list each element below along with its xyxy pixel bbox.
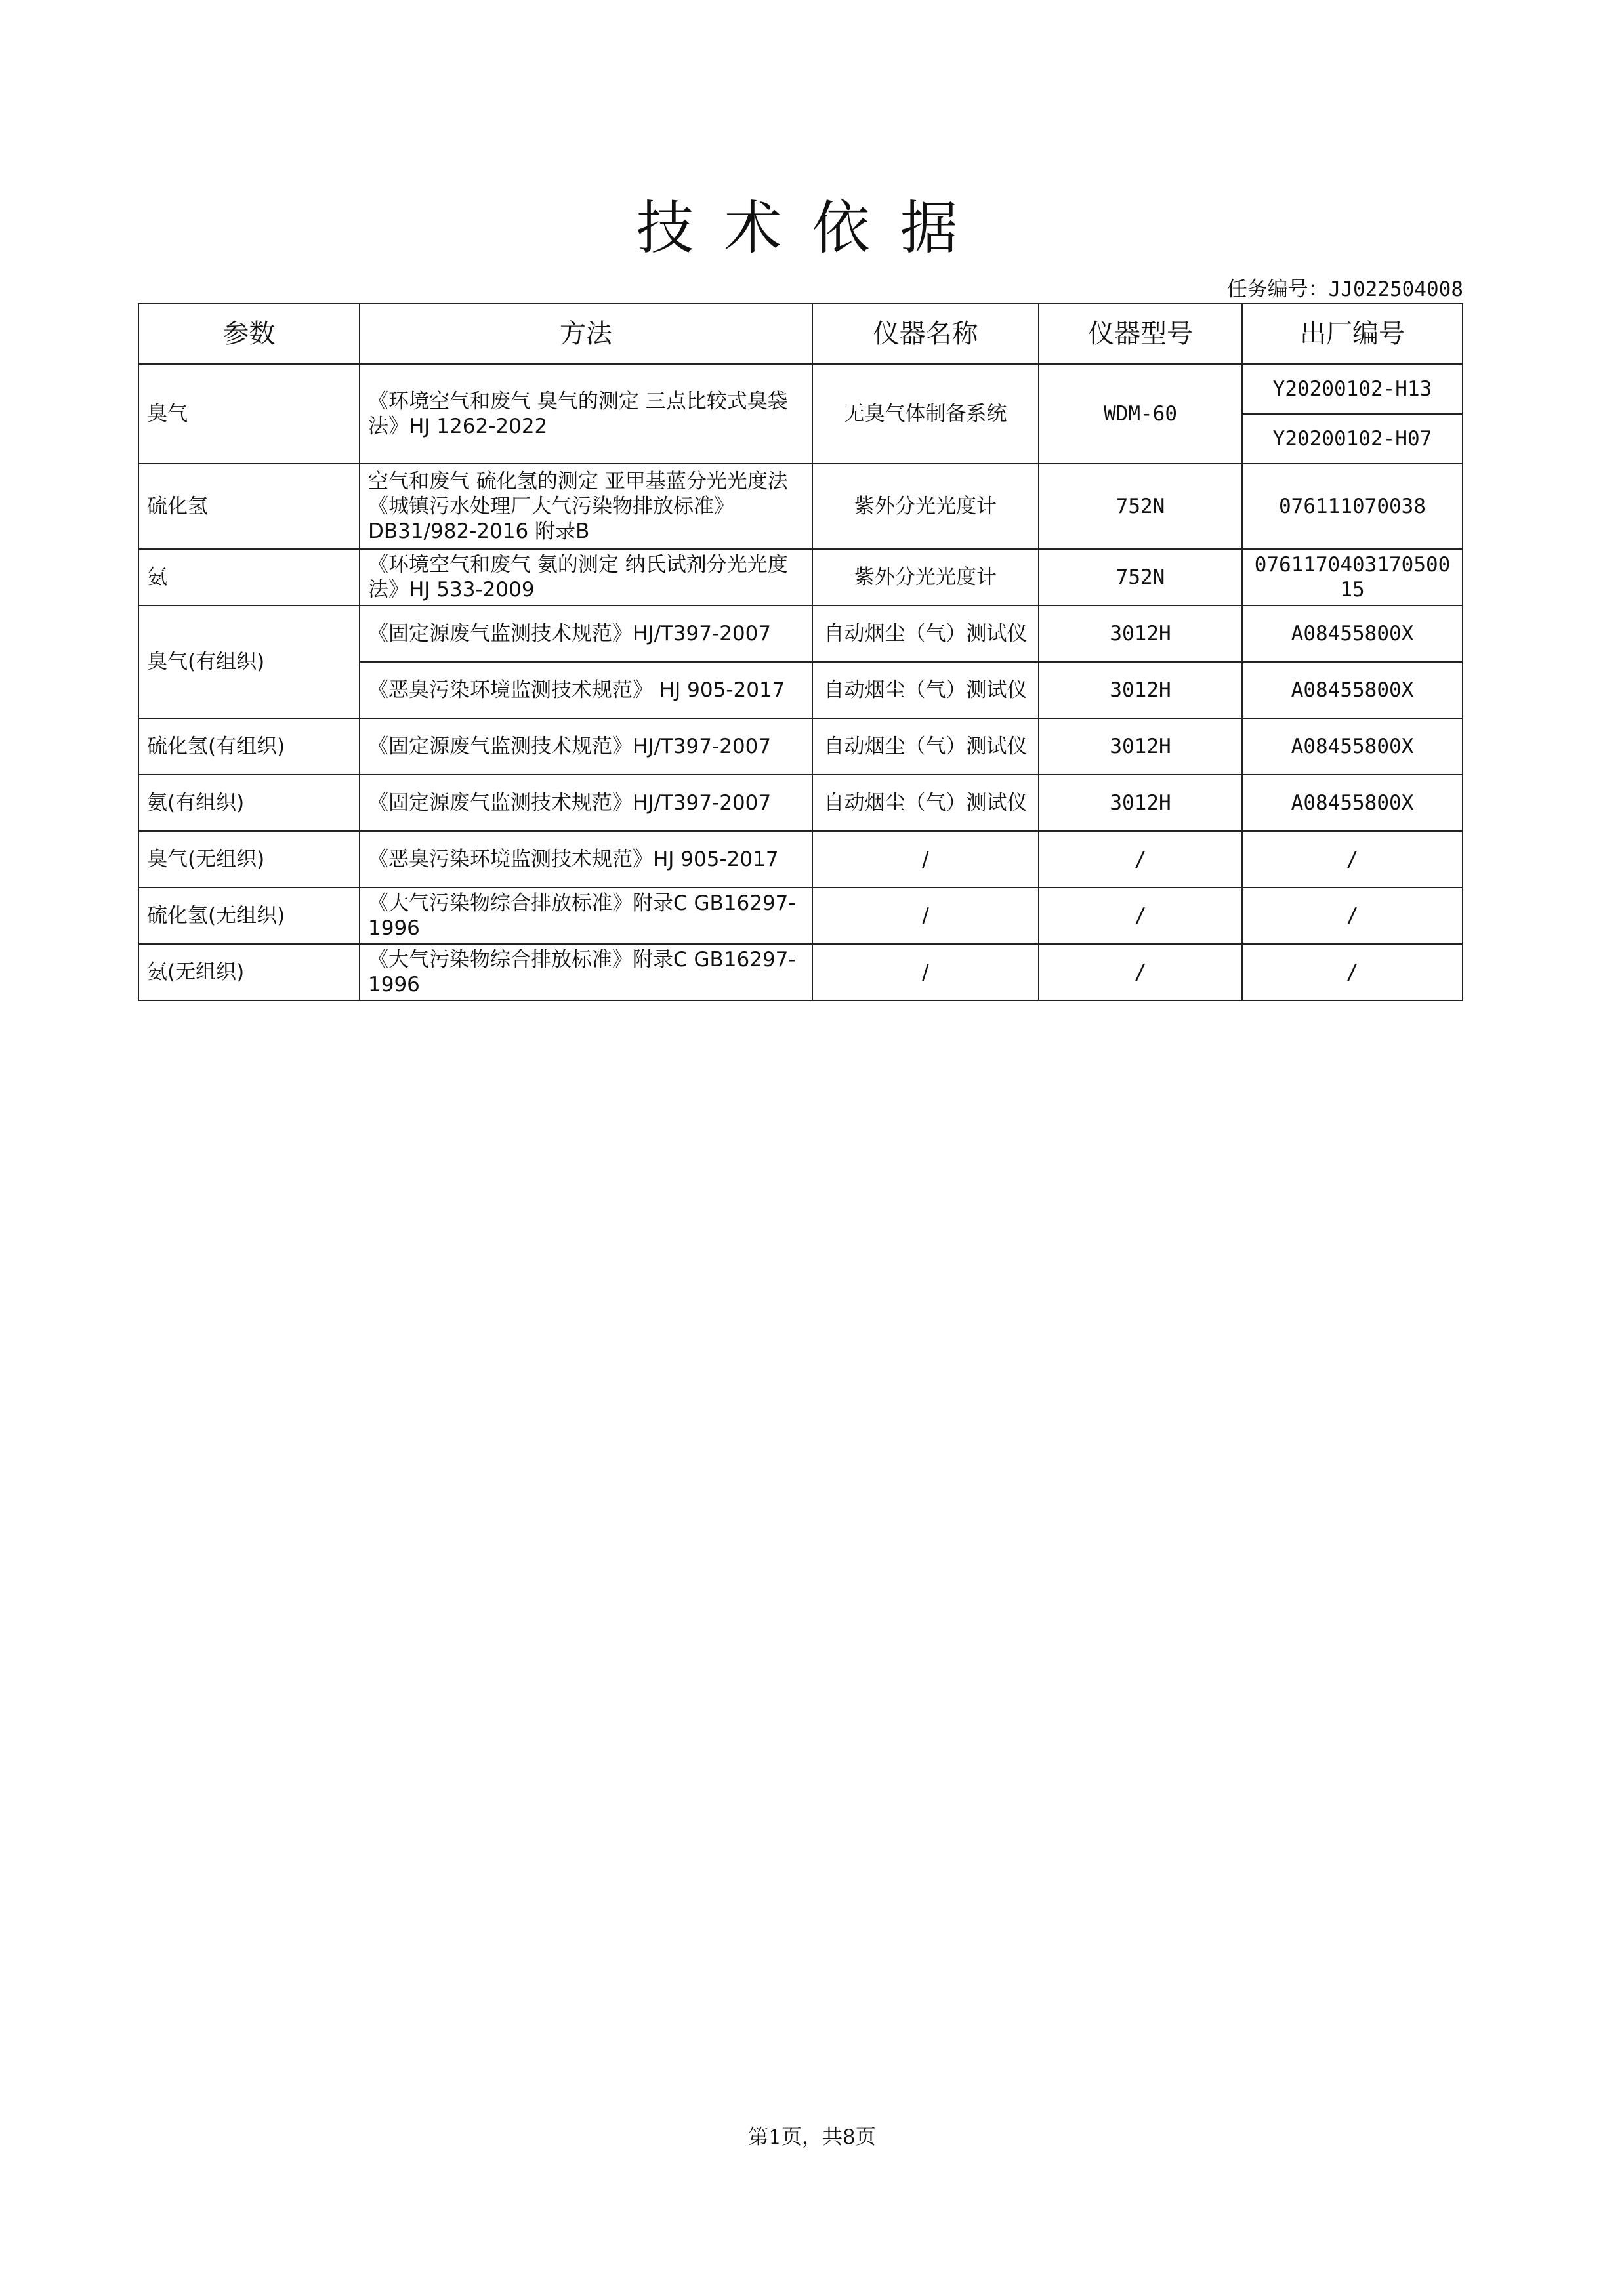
instrument-cell: 自动烟尘（气）测试仪 [812, 718, 1039, 775]
model-cell: / [1039, 944, 1242, 1000]
model-cell: WDM-60 [1039, 364, 1242, 464]
table-row [138, 549, 1463, 605]
param-cell: 硫化氢(无组织) [138, 888, 360, 944]
table-row [138, 364, 1463, 414]
serial-cell: Y20200102-H07 [1242, 414, 1463, 464]
table-row [138, 775, 1463, 831]
method-cell: 《大气污染物综合排放标准》附录C GB16297-1996 [360, 944, 812, 1000]
serial-cell: 076111070038 [1242, 464, 1463, 549]
method-cell: 《环境空气和废气 氨的测定 纳氏试剂分光光度法》HJ 533-2009 [360, 549, 812, 605]
serial-cell: 076117040317050015 [1242, 549, 1463, 605]
method-cell: 空气和废气 硫化氢的测定 亚甲基蓝分光光度法《城镇污水处理厂大气污染物排放标准》 DB31/982-2016 附录B [360, 464, 812, 549]
table-row [138, 605, 1463, 662]
table-row [138, 718, 1463, 775]
serial-cell: / [1242, 888, 1463, 944]
param-cell: 硫化氢 [138, 464, 360, 549]
header-instrument-model: 仪器型号 [1039, 304, 1242, 364]
table-row [138, 831, 1463, 888]
table-row [138, 464, 1463, 549]
serial-cell: A08455800X [1242, 605, 1463, 662]
method-cell: 《固定源废气监测技术规范》HJ/T397-2007 [360, 775, 812, 831]
param-cell: 臭气 [138, 364, 360, 464]
page-number: 第1页，共8页 [748, 2125, 876, 2149]
table-row [138, 888, 1463, 944]
technical-basis-table [138, 303, 1463, 1001]
serial-cell: Y20200102-H13 [1242, 364, 1463, 414]
method-cell: 《恶臭污染环境监测技术规范》 HJ 905-2017 [360, 662, 812, 718]
model-cell: 3012H [1039, 605, 1242, 662]
table-row [138, 944, 1463, 1000]
serial-cell: / [1242, 831, 1463, 888]
instrument-cell: 紫外分光光度计 [812, 549, 1039, 605]
param-cell: 臭气(无组织) [138, 831, 360, 888]
header-method: 方法 [360, 304, 812, 364]
param-cell: 氨(有组织) [138, 775, 360, 831]
instrument-cell: / [812, 944, 1039, 1000]
param-cell: 臭气(有组织) [138, 605, 360, 718]
method-cell: 《环境空气和废气 臭气的测定 三点比较式臭袋法》HJ 1262-2022 [360, 364, 812, 464]
instrument-cell: 自动烟尘（气）测试仪 [812, 775, 1039, 831]
model-cell: 752N [1039, 464, 1242, 549]
header-param: 参数 [138, 304, 360, 364]
model-cell: / [1039, 831, 1242, 888]
instrument-cell: / [812, 888, 1039, 944]
task-number: 任务编号：JJ022504008 [1226, 277, 1463, 301]
instrument-cell: 自动烟尘（气）测试仪 [812, 662, 1039, 718]
param-cell: 氨(无组织) [138, 944, 360, 1000]
model-cell: 3012H [1039, 718, 1242, 775]
model-cell: 3012H [1039, 775, 1242, 831]
header-instrument-name: 仪器名称 [812, 304, 1039, 364]
serial-cell: / [1242, 944, 1463, 1000]
table-header-row [138, 304, 1463, 364]
instrument-cell: 自动烟尘（气）测试仪 [812, 605, 1039, 662]
model-cell: / [1039, 888, 1242, 944]
model-cell: 752N [1039, 549, 1242, 605]
serial-cell: A08455800X [1242, 662, 1463, 718]
model-cell: 3012H [1039, 662, 1242, 718]
instrument-cell: 紫外分光光度计 [812, 464, 1039, 549]
method-cell: 《固定源废气监测技术规范》HJ/T397-2007 [360, 718, 812, 775]
method-cell: 《固定源废气监测技术规范》HJ/T397-2007 [360, 605, 812, 662]
instrument-cell: / [812, 831, 1039, 888]
page-title: 技术依据 [636, 194, 988, 262]
param-cell: 硫化氢(有组织) [138, 718, 360, 775]
header-serial-number: 出厂编号 [1242, 304, 1463, 364]
method-cell: 《大气污染物综合排放标准》附录C GB16297-1996 [360, 888, 812, 944]
method-cell: 《恶臭污染环境监测技术规范》HJ 905-2017 [360, 831, 812, 888]
param-cell: 氨 [138, 549, 360, 605]
instrument-cell: 无臭气体制备系统 [812, 364, 1039, 464]
serial-cell: A08455800X [1242, 718, 1463, 775]
serial-cell: A08455800X [1242, 775, 1463, 831]
